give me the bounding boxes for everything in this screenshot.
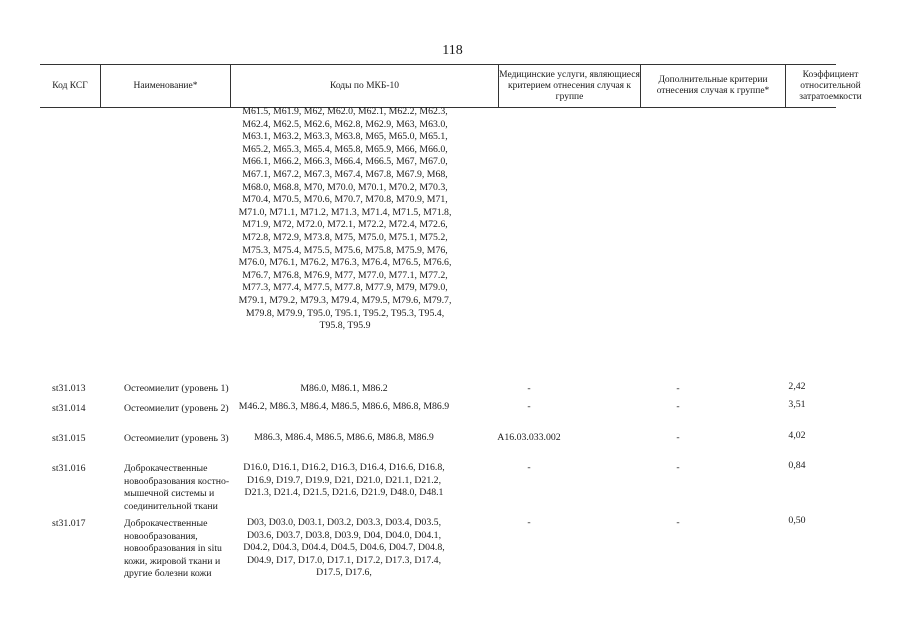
- row-name: Остеомиелит (уровень 1): [124, 383, 229, 394]
- row-coefficient: 0,84: [788, 460, 806, 471]
- row-coefficient: 0,50: [788, 515, 806, 526]
- row-mkb-codes: M86.0, M86.1, M86.2: [300, 383, 388, 394]
- row-medical-service: -: [527, 517, 531, 528]
- row-code: st31.016: [52, 463, 86, 474]
- row-medical-service: -: [527, 383, 531, 394]
- page-number: 118: [442, 43, 463, 58]
- row-code: st31.014: [52, 403, 86, 414]
- row-coefficient: 2,42: [788, 381, 806, 392]
- header-coefficient: Коэффициент относительной затратоемкости: [785, 65, 875, 107]
- header-additional-criteria: Дополнительные критерии отнесения случая к группе*: [640, 65, 785, 107]
- row-criteria: -: [676, 401, 680, 412]
- row-name: Доброкачественные новообразования костно-мышечной системы и соединительной ткани: [124, 463, 230, 512]
- row-code: st31.013: [52, 383, 86, 394]
- header-medical-services: Медицинские услуги, являющиеся критерием отнесения случая к группе: [498, 65, 640, 107]
- row-code: st31.017: [52, 518, 86, 529]
- table-header: [40, 64, 862, 108]
- row-code: st31.015: [52, 433, 86, 444]
- row-mkb-codes: D03, D03.0, D03.1, D03.2, D03.3, D03.4, D03.5, D03.6, D03.7, D03.8, D03.9, D04, D04.0, D04.1, D04.2, D04.3, D04.4, D04.5, D04.6, D04.7, D04.8, D04.9, D17, D17.0, D17.1, D17.2, D17.3, D17.4, D17.5, D17.6,: [243, 517, 445, 579]
- row-medical-service: -: [527, 462, 531, 473]
- row-criteria: -: [676, 462, 680, 473]
- row-criteria: -: [676, 432, 680, 443]
- row-name: Остеомиелит (уровень 2): [124, 403, 229, 414]
- continuation-codes: M61.5, M61.9, M62, M62.0, M62.1, M62.2, M62.3, M62.4, M62.5, M62.6, M62.8, M62.9, M63, M63.0, M63.1, M63.2, M63.3, M63.8, M65, M65.0, M65.1, M65.2, M65.3, M65.4, M65.8, M65.9, M66, M66.0, M66.1, M66.2, M66.3, M66.4, M66.5, M67, M67.0, M67.1, M67.2, M67.3, M67.4, M67.8, M67.9, M68, M68.0, M68.8, M70, M70.0, M70.1, M70.2, M70.3, M70.4, M70.5, M70.6, M70.7, M70.8, M70.9, M71, M71.0, M71.1, M71.2, M71.3, M71.4, M71.5, M71.8, M71.9, M72, M72.0, M72.1, M72.2, M72.4, M72.6, M72.8, M72.9, M73.8, M75, M75.0, M75.1, M75.2, M75.3, M75.4, M75.5, M75.6, M75.8, M75.9, M76, M76.0, M76.1, M76.2, M76.3, M76.4, M76.5, M76.6, M76.7, M76.8, M76.9, M77, M77.0, M77.1, M77.2, M77.3, M77.4, M77.5, M77.8, M77.9, M79, M79.0, M79.1, M79.2, M79.3, M79.4, M79.5, M79.6, M79.7, M79.8, M79.9, T95.0, T95.1, T95.2, T95.3, T95.4, T95.8, T95.9: [238, 106, 452, 332]
- row-criteria: -: [676, 517, 680, 528]
- header-mkb-codes: Коды по МКБ-10: [230, 65, 498, 107]
- row-coefficient: 3,51: [788, 399, 806, 410]
- row-medical-service: A16.03.033.002: [497, 432, 561, 443]
- row-name: Доброкачественные новообразования, новообразования in situ кожи, жировой ткани и другие болезни кожи: [124, 518, 222, 580]
- row-coefficient: 4,02: [788, 430, 806, 441]
- row-medical-service: -: [527, 401, 531, 412]
- row-name: Остеомиелит (уровень 3): [124, 433, 229, 444]
- header-name: Наименование*: [100, 65, 230, 107]
- row-mkb-codes: D16.0, D16.1, D16.2, D16.3, D16.4, D16.6, D16.8, D16.9, D19.7, D19.9, D21, D21.0, D21.1, D21.2, D21.3, D21.4, D21.5, D21.6, D21.9, D48.0, D48.1: [243, 462, 445, 499]
- row-mkb-codes: M86.3, M86.4, M86.5, M86.6, M86.8, M86.9: [254, 432, 434, 443]
- row-mkb-codes: M46.2, M86.3, M86.4, M86.5, M86.6, M86.8, M86.9: [238, 401, 450, 412]
- row-criteria: -: [676, 383, 680, 394]
- header-code: Код КСГ: [52, 80, 88, 91]
